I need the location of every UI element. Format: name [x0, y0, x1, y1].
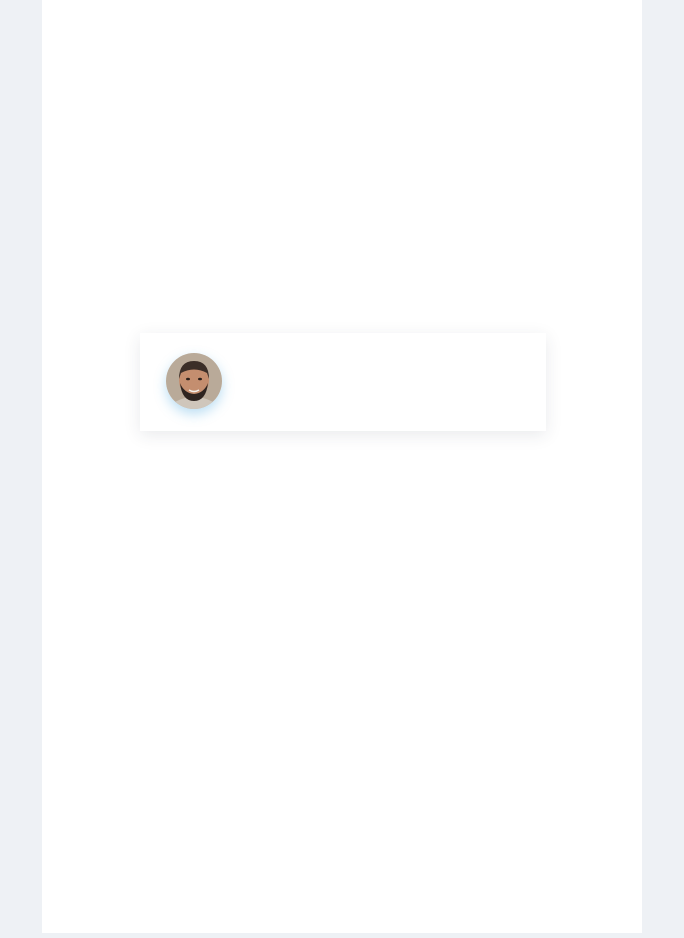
signature: [78, 497, 618, 518]
email-body: [42, 0, 642, 933]
avatar: [166, 353, 222, 409]
request-card: [140, 333, 546, 431]
intro-text: [42, 151, 642, 173]
share-text: [42, 217, 642, 239]
brief-letter: [78, 476, 618, 518]
client-avatar-icon: [166, 353, 222, 409]
